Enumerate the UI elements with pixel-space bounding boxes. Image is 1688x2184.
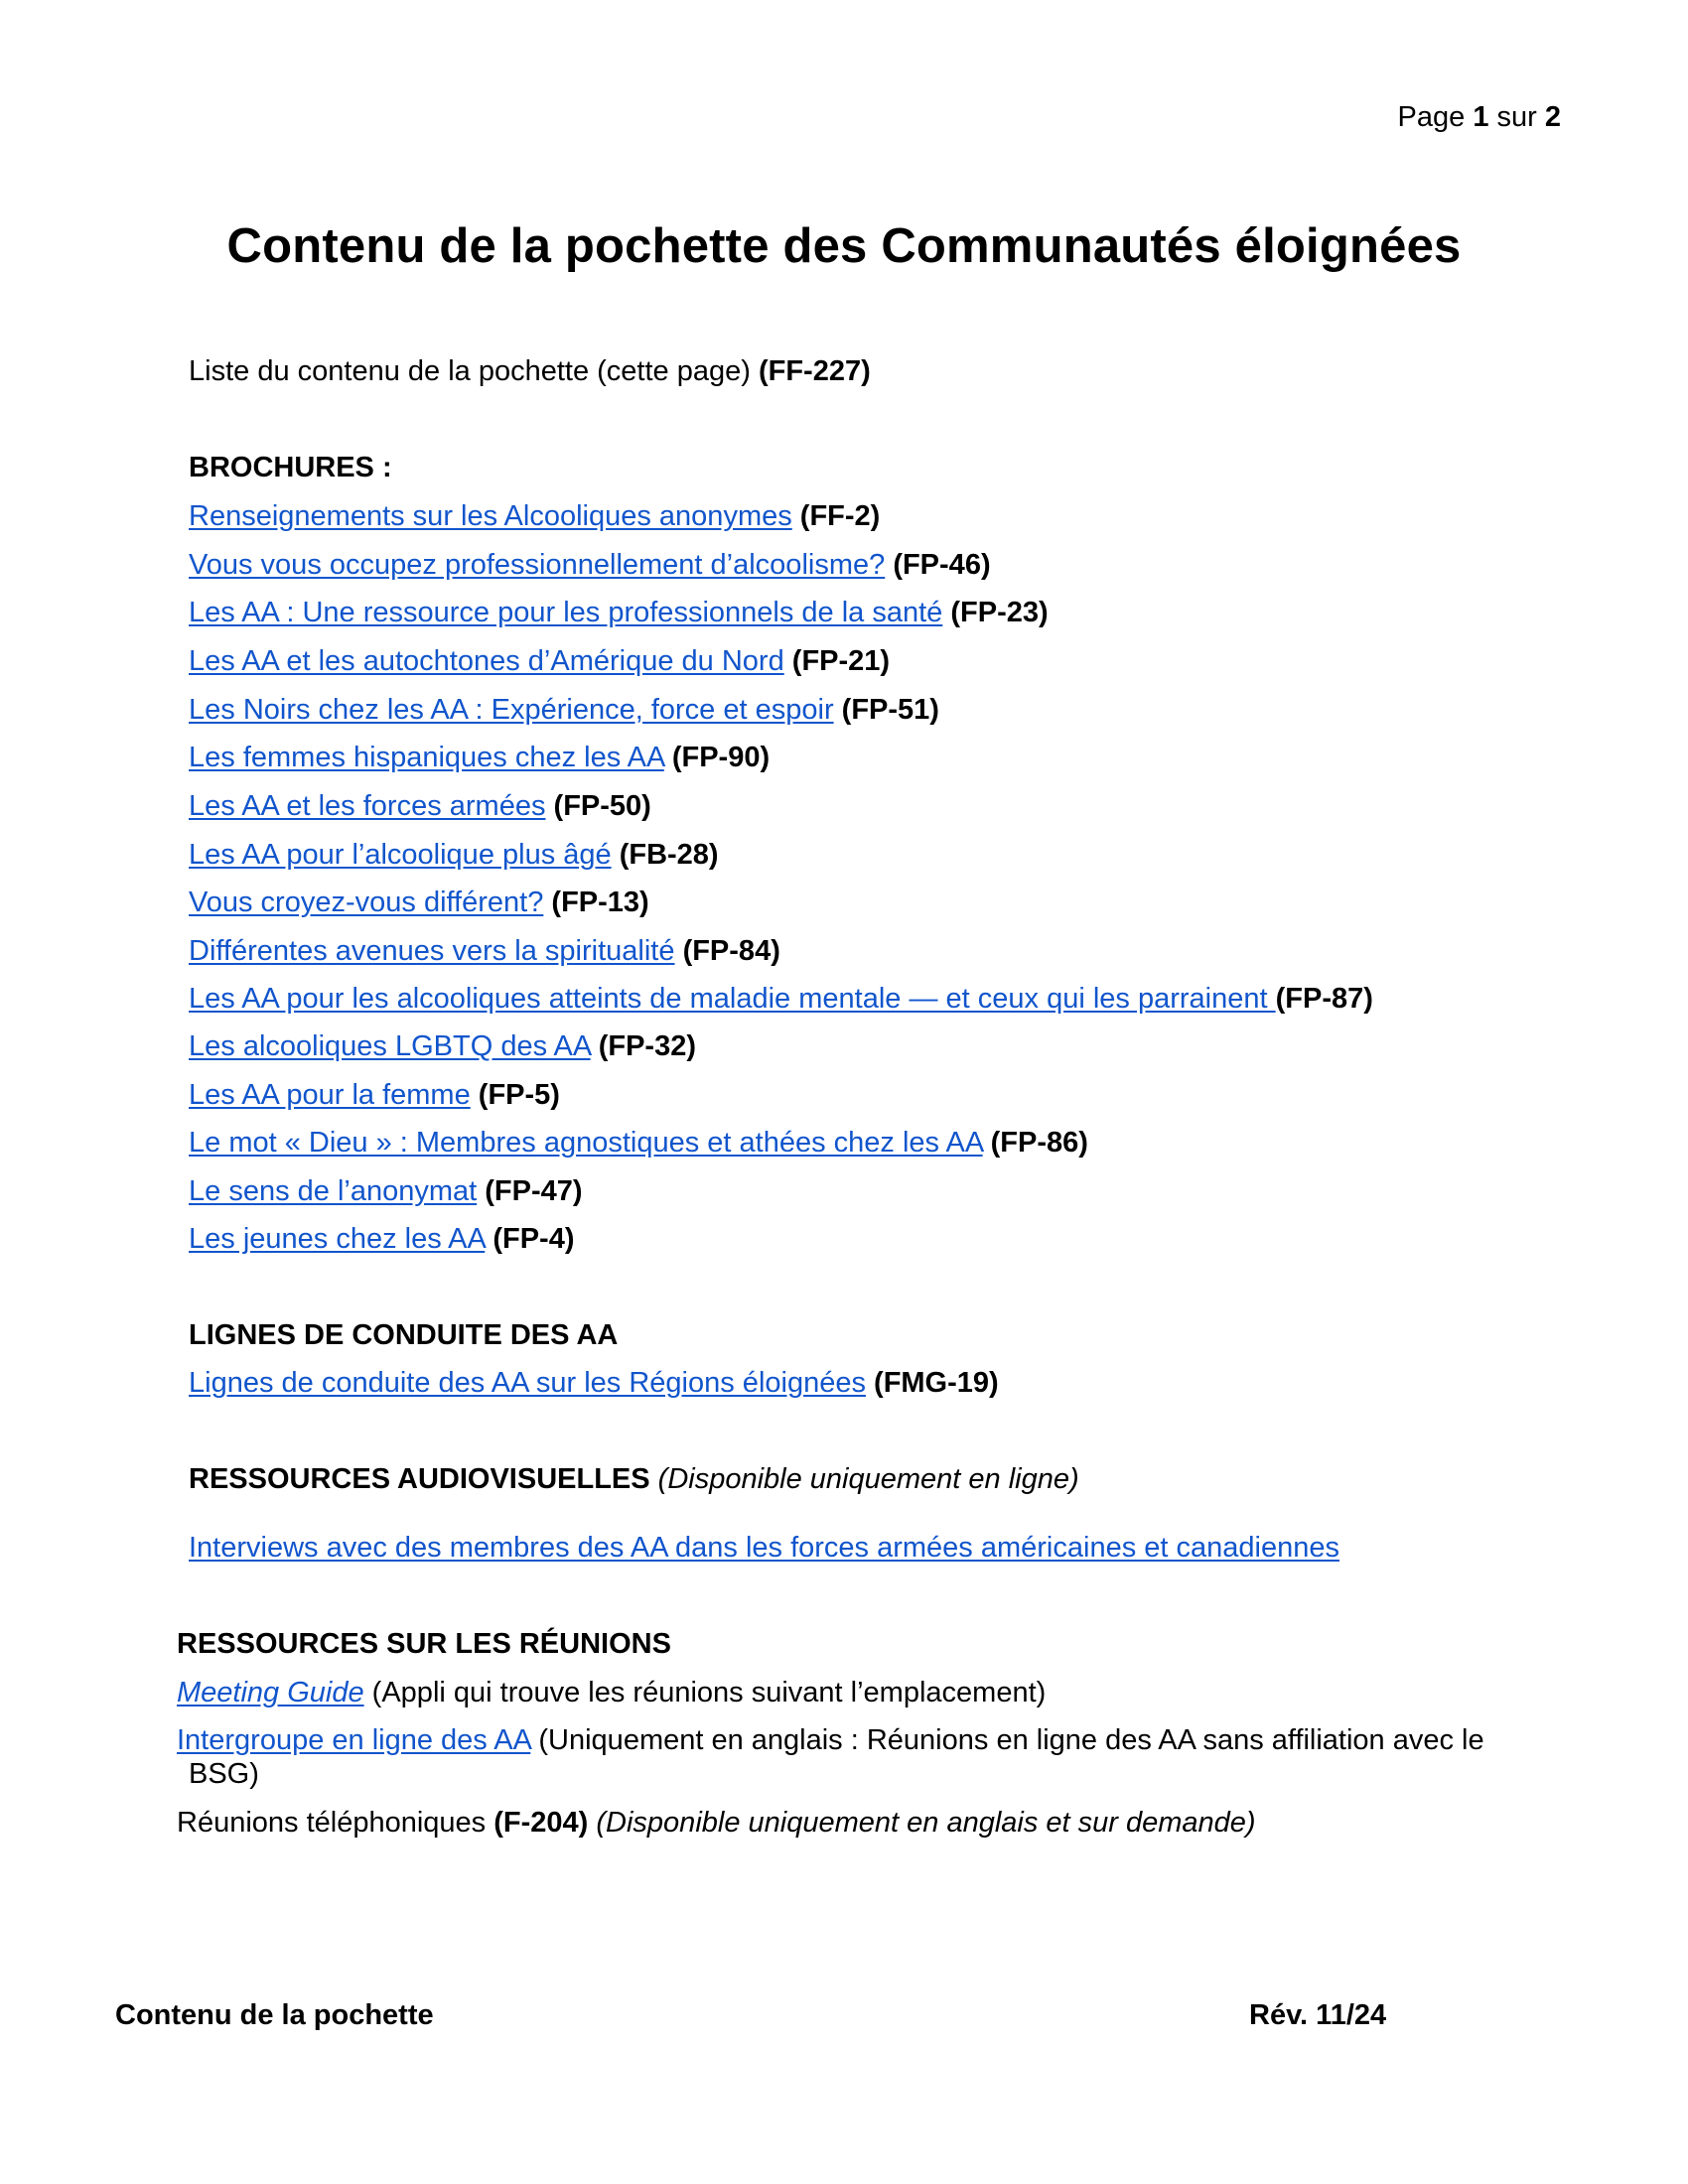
brochure-link[interactable]: Le sens de l’anonymat: [189, 1175, 478, 1207]
brochure-item: [189, 643, 890, 679]
brochure-link[interactable]: Les AA pour les alcooliques atteints de maladie mentale — et ceux qui les parrainent: [189, 983, 1276, 1015]
brochure-item: [189, 1028, 696, 1064]
brochure-link[interactable]: Les AA et les forces armées: [189, 790, 546, 822]
brochure-link[interactable]: Vous vous occupez professionnellement d’alcoolisme?: [189, 549, 886, 581]
brochures-heading: BROCHURES :: [189, 452, 392, 483]
intro-code: (FF-227): [758, 355, 871, 387]
phone-meetings-note: (Disponible uniquement en anglais et sur demande): [588, 1807, 1256, 1839]
brochure-item: [189, 692, 939, 728]
page-number-prefix: Page: [1397, 101, 1474, 133]
page-number: [1398, 99, 1561, 135]
brochure-item: [189, 885, 649, 920]
intergroup-desc-continued: BSG): [189, 1758, 259, 1790]
intergroup-link[interactable]: Intergroupe en ligne des AA: [177, 1724, 531, 1756]
audiovisual-note: (Disponible uniquement en ligne): [657, 1463, 1079, 1495]
phone-meetings-item: [177, 1805, 1256, 1841]
meeting-guide-desc: (Appli qui trouve les réunions suivant l’emplacement): [363, 1677, 1047, 1708]
phone-meetings-code: (F-204): [493, 1807, 589, 1839]
brochure-code: (FP-46): [893, 549, 991, 581]
audiovisual-heading-line: [189, 1461, 1079, 1497]
footer-revision: Rév. 11/24: [1249, 1999, 1387, 2031]
brochure-code: (FP-4): [492, 1223, 575, 1255]
audiovisual-heading: RESSOURCES AUDIOVISUELLES: [189, 1463, 650, 1495]
brochure-link[interactable]: Les femmes hispaniques chez les AA: [189, 742, 664, 773]
footer-title: Contenu de la pochette: [115, 1999, 434, 2031]
page-number-current: 1: [1473, 101, 1489, 133]
brochure-item: [189, 1221, 575, 1257]
intro-text: Liste du contenu de la pochette (cette page): [189, 355, 759, 387]
brochure-item: [189, 547, 991, 583]
audiovisual-item: [189, 1530, 1339, 1566]
brochure-code: (FP-90): [671, 742, 771, 773]
intro-line: [189, 353, 871, 389]
page-title: Contenu de la pochette des Communautés éloignées: [226, 219, 1462, 273]
guidelines-code: (FMG-19): [874, 1367, 999, 1399]
intergroup-desc: (Uniquement en anglais : Réunions en ligne des AA sans affiliation avec le: [530, 1724, 1484, 1756]
brochure-link[interactable]: Le mot « Dieu » : Membres agnostiques et athées chez les AA: [189, 1127, 983, 1159]
brochure-item: [189, 933, 780, 969]
meeting-guide-item: [177, 1675, 1046, 1710]
brochure-item: [189, 595, 1049, 630]
brochure-code: (FP-47): [485, 1175, 583, 1207]
guidelines-link[interactable]: Lignes de conduite des AA sur les Régions éloignées: [189, 1367, 866, 1399]
brochure-item: [189, 740, 770, 775]
brochure-item: [189, 788, 651, 824]
guidelines-item: [189, 1365, 999, 1401]
brochure-code: (FP-84): [682, 935, 780, 967]
brochure-code: (FP-50): [553, 790, 651, 822]
intergroup-item: [177, 1722, 1484, 1758]
brochure-code: (FP-86): [990, 1127, 1088, 1159]
brochure-item: [189, 1125, 1088, 1160]
page-number-total: 2: [1544, 101, 1561, 133]
brochure-item: [189, 498, 880, 534]
brochure-code: (FP-32): [598, 1030, 696, 1062]
meeting-guide-link[interactable]: Meeting Guide: [177, 1677, 364, 1708]
guidelines-heading: LIGNES DE CONDUITE DES AA: [189, 1319, 619, 1351]
brochure-code: (FB-28): [619, 839, 719, 871]
brochure-link[interactable]: Les AA : Une ressource pour les professionnels de la santé: [189, 597, 943, 628]
brochure-link[interactable]: Les AA pour la femme: [189, 1079, 471, 1111]
brochure-link[interactable]: Les AA et les autochtones d’Amérique du Nord: [189, 645, 784, 677]
brochure-link[interactable]: Les Noirs chez les AA : Expérience, force et espoir: [189, 694, 834, 726]
brochure-code: (FP-13): [551, 887, 649, 918]
brochure-item: [189, 1077, 560, 1113]
brochure-item: [189, 1173, 583, 1209]
brochure-code: (FP-51): [841, 694, 939, 726]
brochure-code: (FP-23): [950, 597, 1049, 628]
brochure-item: [189, 837, 719, 873]
brochure-code: (FP-5): [478, 1079, 560, 1111]
brochure-item: [189, 981, 1373, 1017]
page-number-middle: sur: [1488, 101, 1545, 133]
brochure-link[interactable]: Les jeunes chez les AA: [189, 1223, 486, 1255]
brochure-link[interactable]: Vous croyez-vous différent?: [189, 887, 544, 918]
brochure-link[interactable]: Renseignements sur les Alcooliques anonymes: [189, 500, 792, 532]
brochure-link[interactable]: Les AA pour l’alcoolique plus âgé: [189, 839, 612, 871]
meetings-heading: RESSOURCES SUR LES RÉUNIONS: [177, 1628, 671, 1660]
phone-meetings-text: Réunions téléphoniques: [177, 1807, 494, 1839]
brochure-code: (FP-87): [1275, 983, 1373, 1015]
audiovisual-link[interactable]: Interviews avec des membres des AA dans les forces armées américaines et canadiennes: [189, 1532, 1339, 1564]
brochure-code: (FF-2): [799, 500, 881, 532]
brochure-code: (FP-21): [791, 645, 891, 677]
brochure-link[interactable]: Différentes avenues vers la spiritualité: [189, 935, 675, 967]
brochure-link[interactable]: Les alcooliques LGBTQ des AA: [189, 1030, 591, 1062]
